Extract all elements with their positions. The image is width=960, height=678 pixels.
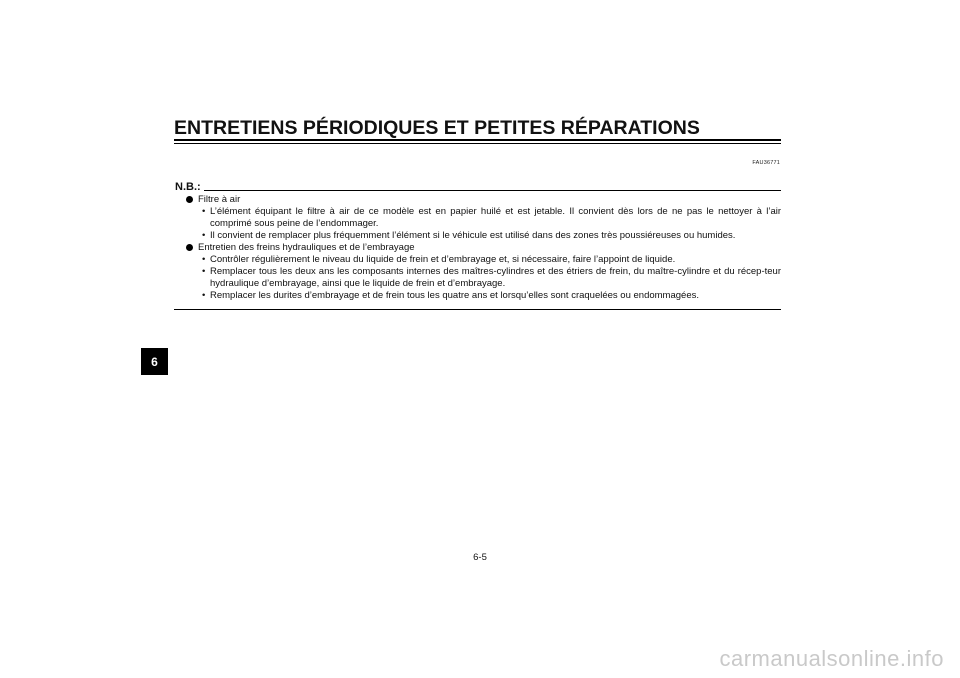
list-item-text: Remplacer les durites d’embrayage et de frein tous les quatre ans et lorsqu’elles sont craquelées ou endommagées. [210, 290, 699, 301]
note-section-brakes-clutch [185, 242, 781, 302]
list-item [185, 206, 781, 230]
sub-bullet-icon: • [202, 290, 206, 301]
note-top-rule [204, 190, 781, 191]
section-title-text: Filtre à air [198, 194, 241, 205]
list-item [185, 266, 781, 290]
document-code: FAU36771 [752, 160, 780, 166]
note-body [185, 194, 781, 302]
list-item-text: Il convient de remplacer plus fréquemment l’élément si le véhicule est utilisé dans des zones très poussiéreuses ou humides. [210, 230, 736, 241]
bullet-icon [186, 196, 193, 203]
sub-bullet-icon: • [202, 206, 206, 217]
bullet-icon [186, 244, 193, 251]
sub-bullet-icon: • [202, 254, 206, 265]
list-item-text: L’élément équipant le filtre à air de ce modèle est en papier huilé et est jetable. Il convient dès lors de ne pas le nettoyer à l’air comprimé sous peine de l’endommager. [210, 206, 781, 229]
page-number: 6-5 [473, 552, 487, 563]
list-item-text: Remplacer tous les deux ans les composants internes des maîtres-cylindres et des étriers de frein, du maître-cylindre et du récep-teur hydraulique d’embrayage, ainsi que le liquide de frein et d’embrayage. [210, 266, 781, 289]
sub-bullet-icon: • [202, 230, 206, 241]
section-title [185, 194, 781, 206]
section-title-text: Entretien des freins hydrauliques et de l’embrayage [198, 242, 415, 253]
title-rule [174, 139, 781, 141]
list-item [185, 254, 781, 266]
sub-list [185, 254, 781, 302]
chapter-tab: 6 [141, 348, 168, 375]
section-title [185, 242, 781, 254]
note-bottom-rule [174, 309, 781, 310]
list-item [185, 230, 781, 242]
sub-bullet-icon: • [202, 266, 206, 277]
list-item-text: Contrôler régulièrement le niveau du liquide de frein et d’embrayage et, si nécessaire, faire l’appoint de liquide. [210, 254, 676, 265]
list-item [185, 290, 781, 302]
title-rule-thin [174, 143, 781, 144]
page-title: ENTRETIENS PÉRIODIQUES ET PETITES RÉPARATIONS [174, 117, 700, 139]
watermark: carmanualsonline.info [719, 646, 944, 671]
note-section-air-filter [185, 194, 781, 242]
sub-list [185, 206, 781, 242]
note-heading: N.B.: [175, 181, 201, 193]
